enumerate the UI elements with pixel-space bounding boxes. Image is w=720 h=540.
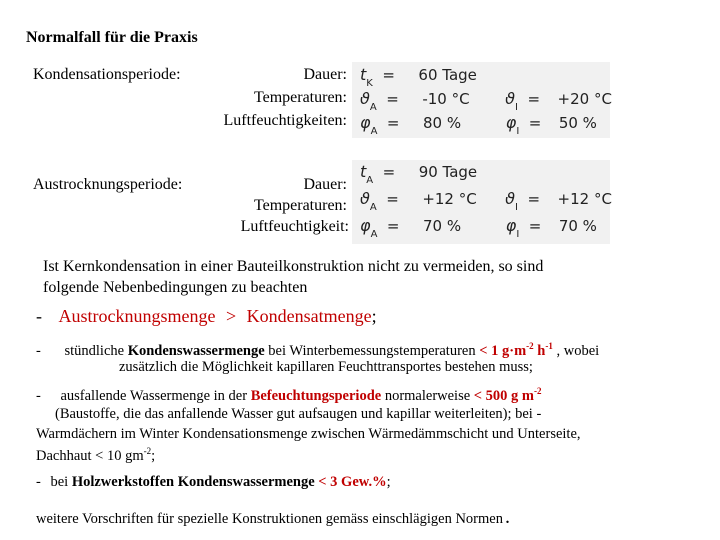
condition-2: - stündliche Kondenswassermenge bei Winterbemessungstemperaturen < 1 $g\cdot m^{-2}$ $h^{-1}$ , wobei [36,341,600,359]
kondensation-formula-image [352,62,610,138]
intro-line-1: Ist Kernkondensation in einer Bauteilkonstruktion nicht zu vermeiden, so sind [43,258,544,275]
austrocknung-temperatur-label: Temperaturen: [253,197,347,214]
footer-note: weitere Vorschriften für spezielle Konstruktionen gemäss einschlägigen Normen . [36,506,510,528]
intro-line-2: folgende Nebenbedingungen zu beachten [43,279,308,296]
formula-row: $t_K = 60$ Tage [360,65,477,89]
kondensation-temperatur-label: Temperaturen: [253,89,347,106]
formula-row: $t_A = 90$ Tage [360,162,478,186]
kondensation-dauer-label: Dauer: [303,66,347,83]
austrocknung-dauer-label: Dauer: [303,176,347,193]
austrocknung-feuchte-label: Luftfeuchtigkeit: [240,218,349,235]
condition-1: - Austrocknungsmenge > Kondensatmenge; [36,306,377,326]
condition-3-line-3: Warmdächern im Winter Kondensationsmenge zwischen Wärmedämmschicht und Unterseite, [36,426,581,442]
condition-3-line-2: (Baustoffe, die das anfallende Wasser gut aufsaugen und kapillar weiterleiten); bei - [55,406,542,422]
condition-3: - ausfallende Wassermenge in der Befeuchtungsperiode normalerweise < 500 g $m^{-2}$ [36,386,542,404]
formula-row: $ϑ_A = +12$ °C $ϑ_I = +12$ °C [360,189,612,213]
formula-row: $ϑ_A = -10$ °C $ϑ_I = +20$ °C [360,89,612,113]
kondensation-label: Kondensationsperiode: [33,66,181,83]
formula-row: $\varphi_A = 80$ % $\varphi_I = 50$ % [360,113,597,137]
formula-row: $\varphi_A = 70$ % $\varphi_I = 70$ % [360,216,597,240]
page-title: Normalfall für die Praxis [26,29,198,46]
austrocknung-formula-image [352,160,610,244]
condition-2-line-2: zusätzlich die Möglichkeit kapillaren Feuchttransportes bestehen muss; [119,359,533,375]
condition-3-line-4: Dachhaut < 10 $gm^{-2}$; [36,446,156,464]
austrocknung-label: Austrocknungsperiode: [33,176,183,193]
kondensation-feuchte-label: Luftfeuchtigkeiten: [223,112,347,129]
condition-4: - bei Holzwerkstoffen Kondenswassermenge < 3 Gew.%; [36,474,391,490]
